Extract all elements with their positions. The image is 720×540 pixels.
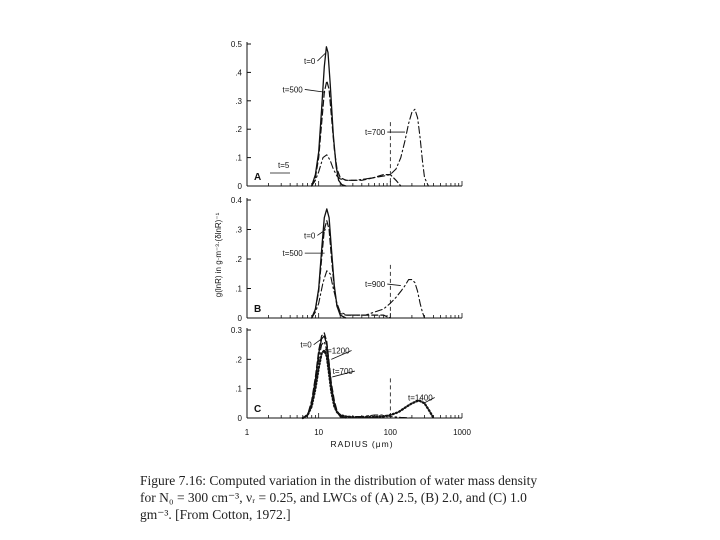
x-axis-title: RADIUS (μm)	[330, 439, 394, 449]
y-tick-label: .2	[235, 255, 242, 264]
series-label: t=700	[365, 128, 386, 138]
y-tick-label: .3	[235, 96, 242, 106]
y-tick-label: .1	[235, 153, 242, 163]
x-tick-label: 1	[244, 428, 250, 437]
x-tick-label: 10	[314, 428, 324, 437]
series-label: t=0	[304, 231, 316, 241]
y-tick-label: 0.4	[230, 196, 242, 205]
series-label: t=900	[365, 280, 386, 290]
y-tick-label: .2	[235, 125, 242, 135]
label-leader	[387, 284, 401, 285]
series-line-t-900	[312, 271, 425, 318]
figure-caption	[140, 472, 580, 523]
panel-b	[231, 196, 462, 323]
series-line-t-0	[312, 209, 346, 318]
y-tick-label: .1	[235, 384, 242, 394]
time-step-label: t=5	[278, 161, 290, 170]
caption-line-3: gm⁻³. [From Cotton, 1972.]	[140, 507, 291, 522]
x-tick-label: 1000	[453, 428, 471, 437]
y-tick-label: .3	[235, 225, 242, 235]
series-line-t-500	[312, 221, 391, 318]
series-label: t=500	[282, 85, 303, 95]
series-line-t-0	[312, 47, 346, 186]
y-tick-label: 0	[237, 414, 242, 423]
series-line-t-1400	[303, 351, 434, 419]
series-label: t=1200	[324, 346, 350, 356]
series-label: t=700	[332, 367, 353, 377]
y-tick-label: 0.5	[230, 40, 242, 49]
series-label: t=500	[282, 249, 303, 259]
x-tick-label: 100	[383, 428, 398, 437]
panel-letter: A	[254, 172, 262, 183]
y-tick-label: .4	[235, 68, 242, 78]
y-axis-title: g(lnR) in g·m⁻³·(δlnR)⁻¹	[214, 212, 223, 298]
y-tick-label: 0	[237, 314, 242, 323]
y-tick-label: 0.3	[230, 326, 242, 335]
series-line-t-500	[312, 81, 401, 186]
y-tick-label: 0	[237, 182, 242, 191]
panel-c	[231, 326, 472, 437]
series-line-t-700	[312, 109, 429, 186]
y-tick-label: .2	[235, 355, 242, 365]
caption-line-2: for N₀ = 300 cm⁻³, νᵣ = 0.25, and LWCs of (A) 2.5, (B) 2.0, and (C) 1.0	[140, 490, 527, 505]
panels	[231, 40, 472, 437]
panel-a	[231, 40, 462, 191]
panel-letter: B	[254, 304, 262, 315]
series-label: t=0	[300, 340, 312, 350]
series-label: t=0	[304, 57, 316, 67]
caption-line-1: Figure 7.16: Computed variation in the distribution of water mass density	[140, 473, 538, 488]
y-tick-label: .1	[235, 284, 242, 294]
series-label: t=1400	[407, 393, 433, 403]
label-leader	[305, 89, 325, 92]
panel-letter: C	[254, 404, 262, 415]
